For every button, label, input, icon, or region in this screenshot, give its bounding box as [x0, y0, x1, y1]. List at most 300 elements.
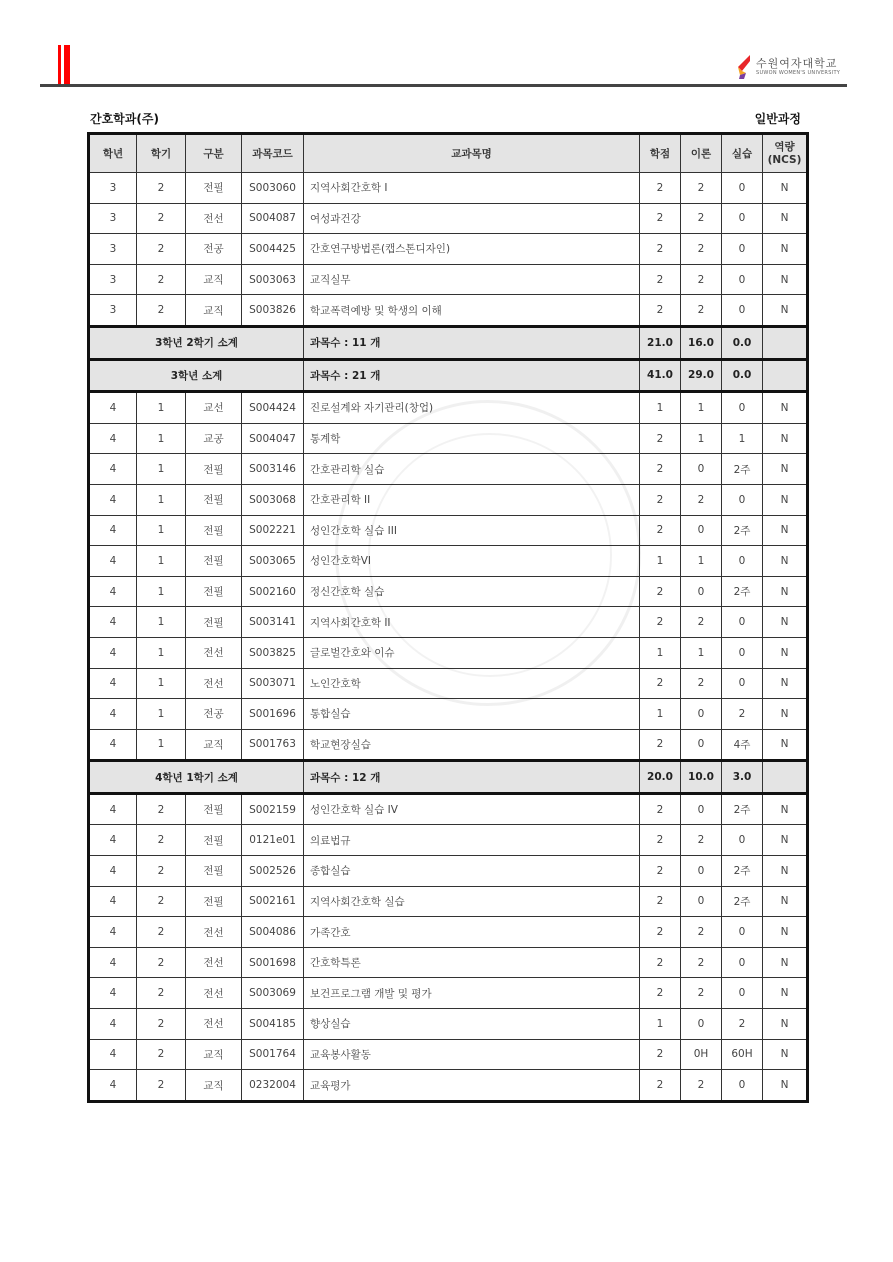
- cell-theory: 1: [681, 423, 722, 454]
- subtotal-credits: 20.0: [640, 761, 681, 794]
- cell-semester: 2: [137, 947, 186, 978]
- cell-year: 4: [89, 484, 137, 515]
- cell-course-name: 글로벌간호와 이슈: [304, 637, 640, 668]
- cell-theory: 2: [681, 978, 722, 1009]
- cell-year: 4: [89, 546, 137, 577]
- cell-credits: 2: [640, 668, 681, 699]
- cell-semester: 1: [137, 637, 186, 668]
- cell-semester: 1: [137, 515, 186, 546]
- cell-ncs: N: [763, 668, 808, 699]
- cell-credits: 2: [640, 607, 681, 638]
- cell-semester: 1: [137, 546, 186, 577]
- cell-theory: 0: [681, 1009, 722, 1040]
- cell-course-name: 지역사회간호학 I: [304, 173, 640, 204]
- cell-course-name: 간호학특론: [304, 947, 640, 978]
- cell-practice: 2주: [722, 793, 763, 825]
- cell-theory: 2: [681, 947, 722, 978]
- cell-code: S003068: [242, 484, 304, 515]
- cell-ncs: N: [763, 917, 808, 948]
- cell-course-name: 통계학: [304, 423, 640, 454]
- cell-ncs: N: [763, 454, 808, 485]
- subtotal-theory: 29.0: [681, 359, 722, 392]
- cell-course-name: 통합실습: [304, 699, 640, 730]
- cell-year: 4: [89, 729, 137, 761]
- cell-course-name: 간호관리학 실습: [304, 454, 640, 485]
- cell-ncs: N: [763, 637, 808, 668]
- cell-course-name: 교직실무: [304, 264, 640, 295]
- cell-year: 3: [89, 264, 137, 295]
- cell-code: S002526: [242, 856, 304, 887]
- cell-course-name: 지역사회간호학 실습: [304, 886, 640, 917]
- cell-ncs: N: [763, 607, 808, 638]
- cell-semester: 2: [137, 1009, 186, 1040]
- department-title: 간호학과(주): [90, 112, 159, 126]
- header-credits: 학점: [640, 134, 681, 173]
- header-theory: 이론: [681, 134, 722, 173]
- cell-year: 4: [89, 917, 137, 948]
- cell-semester: 1: [137, 729, 186, 761]
- cell-practice: 2: [722, 1009, 763, 1040]
- subtotal-label: 3학년 2학기 소계: [89, 326, 304, 359]
- table-row: [89, 978, 808, 1009]
- cell-credits: 2: [640, 484, 681, 515]
- cell-ncs: N: [763, 1009, 808, 1040]
- cell-theory: 2: [681, 607, 722, 638]
- cell-code: S003063: [242, 264, 304, 295]
- cell-year: 3: [89, 203, 137, 234]
- cell-ncs: N: [763, 1070, 808, 1102]
- cell-theory: 2: [681, 264, 722, 295]
- cell-category: 전필: [186, 546, 242, 577]
- table-row: [89, 668, 808, 699]
- cell-ncs: N: [763, 576, 808, 607]
- cell-theory: 0: [681, 515, 722, 546]
- cell-year: 4: [89, 576, 137, 607]
- cell-practice: 0: [722, 484, 763, 515]
- subtotal-label: 3학년 소계: [89, 359, 304, 392]
- subtotal-practice: 0.0: [722, 359, 763, 392]
- table-row: [89, 947, 808, 978]
- cell-course-name: 향상실습: [304, 1009, 640, 1040]
- cell-code: 0232004: [242, 1070, 304, 1102]
- cell-semester: 2: [137, 1070, 186, 1102]
- cell-ncs: N: [763, 423, 808, 454]
- subtotal-credits: 41.0: [640, 359, 681, 392]
- cell-practice: 0: [722, 203, 763, 234]
- cell-ncs: N: [763, 793, 808, 825]
- cell-category: 전공: [186, 699, 242, 730]
- cell-credits: 2: [640, 295, 681, 327]
- cell-semester: 1: [137, 392, 186, 424]
- cell-ncs: N: [763, 947, 808, 978]
- header-category: 구분: [186, 134, 242, 173]
- cell-category: 교직: [186, 1070, 242, 1102]
- cell-practice: 1: [722, 423, 763, 454]
- table-row: [89, 234, 808, 265]
- cell-year: 4: [89, 515, 137, 546]
- cell-ncs: N: [763, 886, 808, 917]
- cell-theory: 0: [681, 793, 722, 825]
- cell-practice: 2주: [722, 454, 763, 485]
- cell-code: S004086: [242, 917, 304, 948]
- cell-category: 교공: [186, 423, 242, 454]
- cell-credits: 1: [640, 637, 681, 668]
- cell-semester: 2: [137, 886, 186, 917]
- cell-code: S003825: [242, 637, 304, 668]
- cell-practice: 0: [722, 917, 763, 948]
- cell-semester: 2: [137, 1039, 186, 1070]
- cell-year: 4: [89, 978, 137, 1009]
- cell-credits: 2: [640, 576, 681, 607]
- cell-semester: 2: [137, 825, 186, 856]
- cell-category: 전필: [186, 793, 242, 825]
- cell-category: 전필: [186, 173, 242, 204]
- cell-theory: 1: [681, 546, 722, 577]
- cell-code: S004185: [242, 1009, 304, 1040]
- table-row: [89, 1009, 808, 1040]
- cell-practice: 0: [722, 607, 763, 638]
- cell-theory: 2: [681, 917, 722, 948]
- cell-credits: 1: [640, 546, 681, 577]
- cell-category: 교직: [186, 295, 242, 327]
- table-row: [89, 917, 808, 948]
- cell-course-name: 보건프로그램 개발 및 평가: [304, 978, 640, 1009]
- table-row: [89, 793, 808, 825]
- cell-code: S002159: [242, 793, 304, 825]
- cell-semester: 2: [137, 793, 186, 825]
- header-ncs-line1: 역량: [774, 141, 795, 154]
- cell-category: 교직: [186, 729, 242, 761]
- cell-code: S004424: [242, 392, 304, 424]
- cell-year: 4: [89, 1039, 137, 1070]
- cell-course-name: 노인간호학: [304, 668, 640, 699]
- header-ncs-line2: (NCS): [767, 153, 802, 166]
- cell-practice: 0: [722, 978, 763, 1009]
- cell-theory: 0: [681, 454, 722, 485]
- cell-credits: 2: [640, 264, 681, 295]
- cell-credits: 2: [640, 423, 681, 454]
- cell-course-name: 교육평가: [304, 1070, 640, 1102]
- header-practice: 실습: [722, 134, 763, 173]
- cell-category: 전선: [186, 947, 242, 978]
- subtotal-ncs-empty: [763, 761, 808, 794]
- cell-category: 전공: [186, 234, 242, 265]
- cell-theory: 1: [681, 392, 722, 424]
- cell-semester: 2: [137, 234, 186, 265]
- cell-course-name: 교육봉사활동: [304, 1039, 640, 1070]
- university-logo: [736, 54, 846, 80]
- cell-category: 전선: [186, 917, 242, 948]
- flame-logo-icon: [736, 55, 752, 79]
- table-row: [89, 484, 808, 515]
- header-accent-bar-thick: [64, 45, 70, 85]
- table-row: [89, 295, 808, 327]
- cell-practice: 0: [722, 234, 763, 265]
- table-row: [89, 576, 808, 607]
- cell-practice: 2: [722, 699, 763, 730]
- cell-category: 전선: [186, 203, 242, 234]
- cell-theory: 2: [681, 1070, 722, 1102]
- cell-practice: 2주: [722, 515, 763, 546]
- cell-year: 4: [89, 856, 137, 887]
- cell-category: 전필: [186, 856, 242, 887]
- cell-theory: 2: [681, 173, 722, 204]
- cell-course-name: 학교현장실습: [304, 729, 640, 761]
- table-row: [89, 607, 808, 638]
- cell-practice: 0: [722, 947, 763, 978]
- cell-practice: 0: [722, 637, 763, 668]
- cell-category: 전필: [186, 886, 242, 917]
- cell-course-name: 지역사회간호학 II: [304, 607, 640, 638]
- cell-year: 4: [89, 825, 137, 856]
- cell-year: 4: [89, 637, 137, 668]
- table-row: [89, 515, 808, 546]
- cell-code: S003826: [242, 295, 304, 327]
- table-row: [89, 886, 808, 917]
- logo-korean-name: 수원여자대학교: [756, 57, 838, 70]
- cell-code: S004425: [242, 234, 304, 265]
- cell-course-name: 성인간호학 실습 IV: [304, 793, 640, 825]
- cell-course-name: 여성과건강: [304, 203, 640, 234]
- subtotal-credits: 21.0: [640, 326, 681, 359]
- cell-credits: 2: [640, 856, 681, 887]
- cell-theory: 0: [681, 729, 722, 761]
- cell-semester: 1: [137, 454, 186, 485]
- cell-year: 4: [89, 423, 137, 454]
- cell-practice: 0: [722, 392, 763, 424]
- cell-category: 전필: [186, 576, 242, 607]
- cell-semester: 1: [137, 423, 186, 454]
- subtotal-practice: 3.0: [722, 761, 763, 794]
- cell-theory: 2: [681, 825, 722, 856]
- cell-ncs: N: [763, 825, 808, 856]
- header-course-name: 교과목명: [304, 134, 640, 173]
- header-divider: [40, 84, 847, 87]
- cell-category: 교직: [186, 264, 242, 295]
- header-code: 과목코드: [242, 134, 304, 173]
- cell-code: 0121e01: [242, 825, 304, 856]
- table-row: [89, 729, 808, 761]
- cell-category: 전선: [186, 978, 242, 1009]
- subtotal-course-count: 과목수 : 21 개: [304, 359, 640, 392]
- cell-course-name: 간호관리학 II: [304, 484, 640, 515]
- cell-credits: 2: [640, 1039, 681, 1070]
- logo-english-name: SUWON WOMEN'S UNIVERSITY: [756, 70, 841, 76]
- cell-semester: 2: [137, 173, 186, 204]
- cell-ncs: N: [763, 295, 808, 327]
- cell-practice: 60H: [722, 1039, 763, 1070]
- cell-course-name: 가족간호: [304, 917, 640, 948]
- cell-theory: 0: [681, 576, 722, 607]
- cell-ncs: N: [763, 1039, 808, 1070]
- cell-theory: 0: [681, 856, 722, 887]
- cell-practice: 2주: [722, 886, 763, 917]
- cell-course-name: 진로설계와 자기관리(창업): [304, 392, 640, 424]
- cell-ncs: N: [763, 515, 808, 546]
- cell-code: S004047: [242, 423, 304, 454]
- cell-credits: 2: [640, 947, 681, 978]
- cell-ncs: N: [763, 699, 808, 730]
- cell-practice: 0: [722, 668, 763, 699]
- cell-credits: 2: [640, 173, 681, 204]
- cell-year: 4: [89, 793, 137, 825]
- cell-year: 4: [89, 454, 137, 485]
- cell-ncs: N: [763, 203, 808, 234]
- cell-category: 교직: [186, 1039, 242, 1070]
- cell-code: S003141: [242, 607, 304, 638]
- cell-course-name: 간호연구방법론(캡스톤디자인): [304, 234, 640, 265]
- header-accent-bar-thin: [58, 45, 61, 85]
- cell-year: 3: [89, 295, 137, 327]
- subtotal-ncs-empty: [763, 359, 808, 392]
- table-row: [89, 392, 808, 424]
- cell-credits: 1: [640, 699, 681, 730]
- cell-credits: 2: [640, 825, 681, 856]
- cell-year: 4: [89, 699, 137, 730]
- cell-code: S002160: [242, 576, 304, 607]
- cell-code: S003060: [242, 173, 304, 204]
- cell-code: S003071: [242, 668, 304, 699]
- cell-semester: 1: [137, 607, 186, 638]
- cell-credits: 2: [640, 454, 681, 485]
- cell-category: 전필: [186, 607, 242, 638]
- cell-course-name: 정신간호학 실습: [304, 576, 640, 607]
- cell-category: 전필: [186, 454, 242, 485]
- curriculum-table: [87, 132, 809, 1103]
- header-ncs: [763, 134, 808, 173]
- cell-code: S003069: [242, 978, 304, 1009]
- cell-credits: 2: [640, 917, 681, 948]
- cell-practice: 0: [722, 173, 763, 204]
- cell-year: 4: [89, 1009, 137, 1040]
- cell-year: 4: [89, 668, 137, 699]
- subtotal-label: 4학년 1학기 소계: [89, 761, 304, 794]
- cell-code: S001763: [242, 729, 304, 761]
- cell-category: 전필: [186, 825, 242, 856]
- cell-ncs: N: [763, 234, 808, 265]
- cell-semester: 2: [137, 203, 186, 234]
- cell-credits: 2: [640, 1070, 681, 1102]
- cell-code: S001696: [242, 699, 304, 730]
- cell-category: 전필: [186, 484, 242, 515]
- table-row: [89, 454, 808, 485]
- subtotal-row: [89, 761, 808, 794]
- cell-semester: 1: [137, 668, 186, 699]
- cell-theory: 0: [681, 699, 722, 730]
- cell-semester: 1: [137, 576, 186, 607]
- table-row: [89, 203, 808, 234]
- subtotal-course-count: 과목수 : 11 개: [304, 326, 640, 359]
- cell-semester: 2: [137, 264, 186, 295]
- cell-code: S002221: [242, 515, 304, 546]
- cell-code: S001764: [242, 1039, 304, 1070]
- cell-semester: 2: [137, 917, 186, 948]
- cell-practice: 4주: [722, 729, 763, 761]
- cell-year: 3: [89, 173, 137, 204]
- cell-credits: 2: [640, 886, 681, 917]
- cell-credits: 2: [640, 234, 681, 265]
- table-row: [89, 1070, 808, 1102]
- cell-year: 4: [89, 886, 137, 917]
- cell-practice: 0: [722, 264, 763, 295]
- cell-year: 4: [89, 607, 137, 638]
- table-row: [89, 825, 808, 856]
- cell-semester: 1: [137, 484, 186, 515]
- cell-course-name: 의료법규: [304, 825, 640, 856]
- subtotal-theory: 16.0: [681, 326, 722, 359]
- cell-credits: 2: [640, 793, 681, 825]
- table-row: [89, 264, 808, 295]
- cell-code: S004087: [242, 203, 304, 234]
- cell-year: 3: [89, 234, 137, 265]
- cell-semester: 2: [137, 295, 186, 327]
- cell-theory: 1: [681, 637, 722, 668]
- cell-practice: 0: [722, 546, 763, 577]
- cell-semester: 2: [137, 978, 186, 1009]
- cell-code: S003065: [242, 546, 304, 577]
- cell-theory: 2: [681, 234, 722, 265]
- cell-practice: 2주: [722, 576, 763, 607]
- header-year: 학년: [89, 134, 137, 173]
- cell-category: 전선: [186, 668, 242, 699]
- table-row: [89, 856, 808, 887]
- cell-theory: 2: [681, 203, 722, 234]
- cell-ncs: N: [763, 729, 808, 761]
- header-semester: 학기: [137, 134, 186, 173]
- cell-code: S003146: [242, 454, 304, 485]
- cell-year: 4: [89, 392, 137, 424]
- cell-course-name: 학교폭력예방 및 학생의 이해: [304, 295, 640, 327]
- cell-ncs: N: [763, 546, 808, 577]
- cell-semester: 2: [137, 856, 186, 887]
- subtotal-row: [89, 359, 808, 392]
- table-row: [89, 173, 808, 204]
- cell-credits: 2: [640, 729, 681, 761]
- subtotal-row: [89, 326, 808, 359]
- cell-credits: 1: [640, 392, 681, 424]
- subtotal-theory: 10.0: [681, 761, 722, 794]
- cell-year: 4: [89, 947, 137, 978]
- cell-code: S001698: [242, 947, 304, 978]
- table-row: [89, 423, 808, 454]
- cell-credits: 2: [640, 978, 681, 1009]
- table-row: [89, 546, 808, 577]
- cell-year: 4: [89, 1070, 137, 1102]
- cell-ncs: N: [763, 173, 808, 204]
- cell-ncs: N: [763, 484, 808, 515]
- cell-ncs: N: [763, 264, 808, 295]
- cell-code: S002161: [242, 886, 304, 917]
- cell-ncs: N: [763, 856, 808, 887]
- cell-ncs: N: [763, 978, 808, 1009]
- table-row: [89, 637, 808, 668]
- table-row: [89, 1039, 808, 1070]
- cell-theory: 0H: [681, 1039, 722, 1070]
- cell-theory: 2: [681, 668, 722, 699]
- cell-practice: 0: [722, 295, 763, 327]
- cell-course-name: 성인간호학VI: [304, 546, 640, 577]
- cell-credits: 1: [640, 1009, 681, 1040]
- table-header-row: [89, 134, 808, 173]
- cell-category: 전선: [186, 637, 242, 668]
- cell-credits: 2: [640, 203, 681, 234]
- subtotal-ncs-empty: [763, 326, 808, 359]
- cell-course-name: 성인간호학 실습 III: [304, 515, 640, 546]
- cell-category: 전필: [186, 515, 242, 546]
- subtotal-practice: 0.0: [722, 326, 763, 359]
- cell-semester: 1: [137, 699, 186, 730]
- table-row: [89, 699, 808, 730]
